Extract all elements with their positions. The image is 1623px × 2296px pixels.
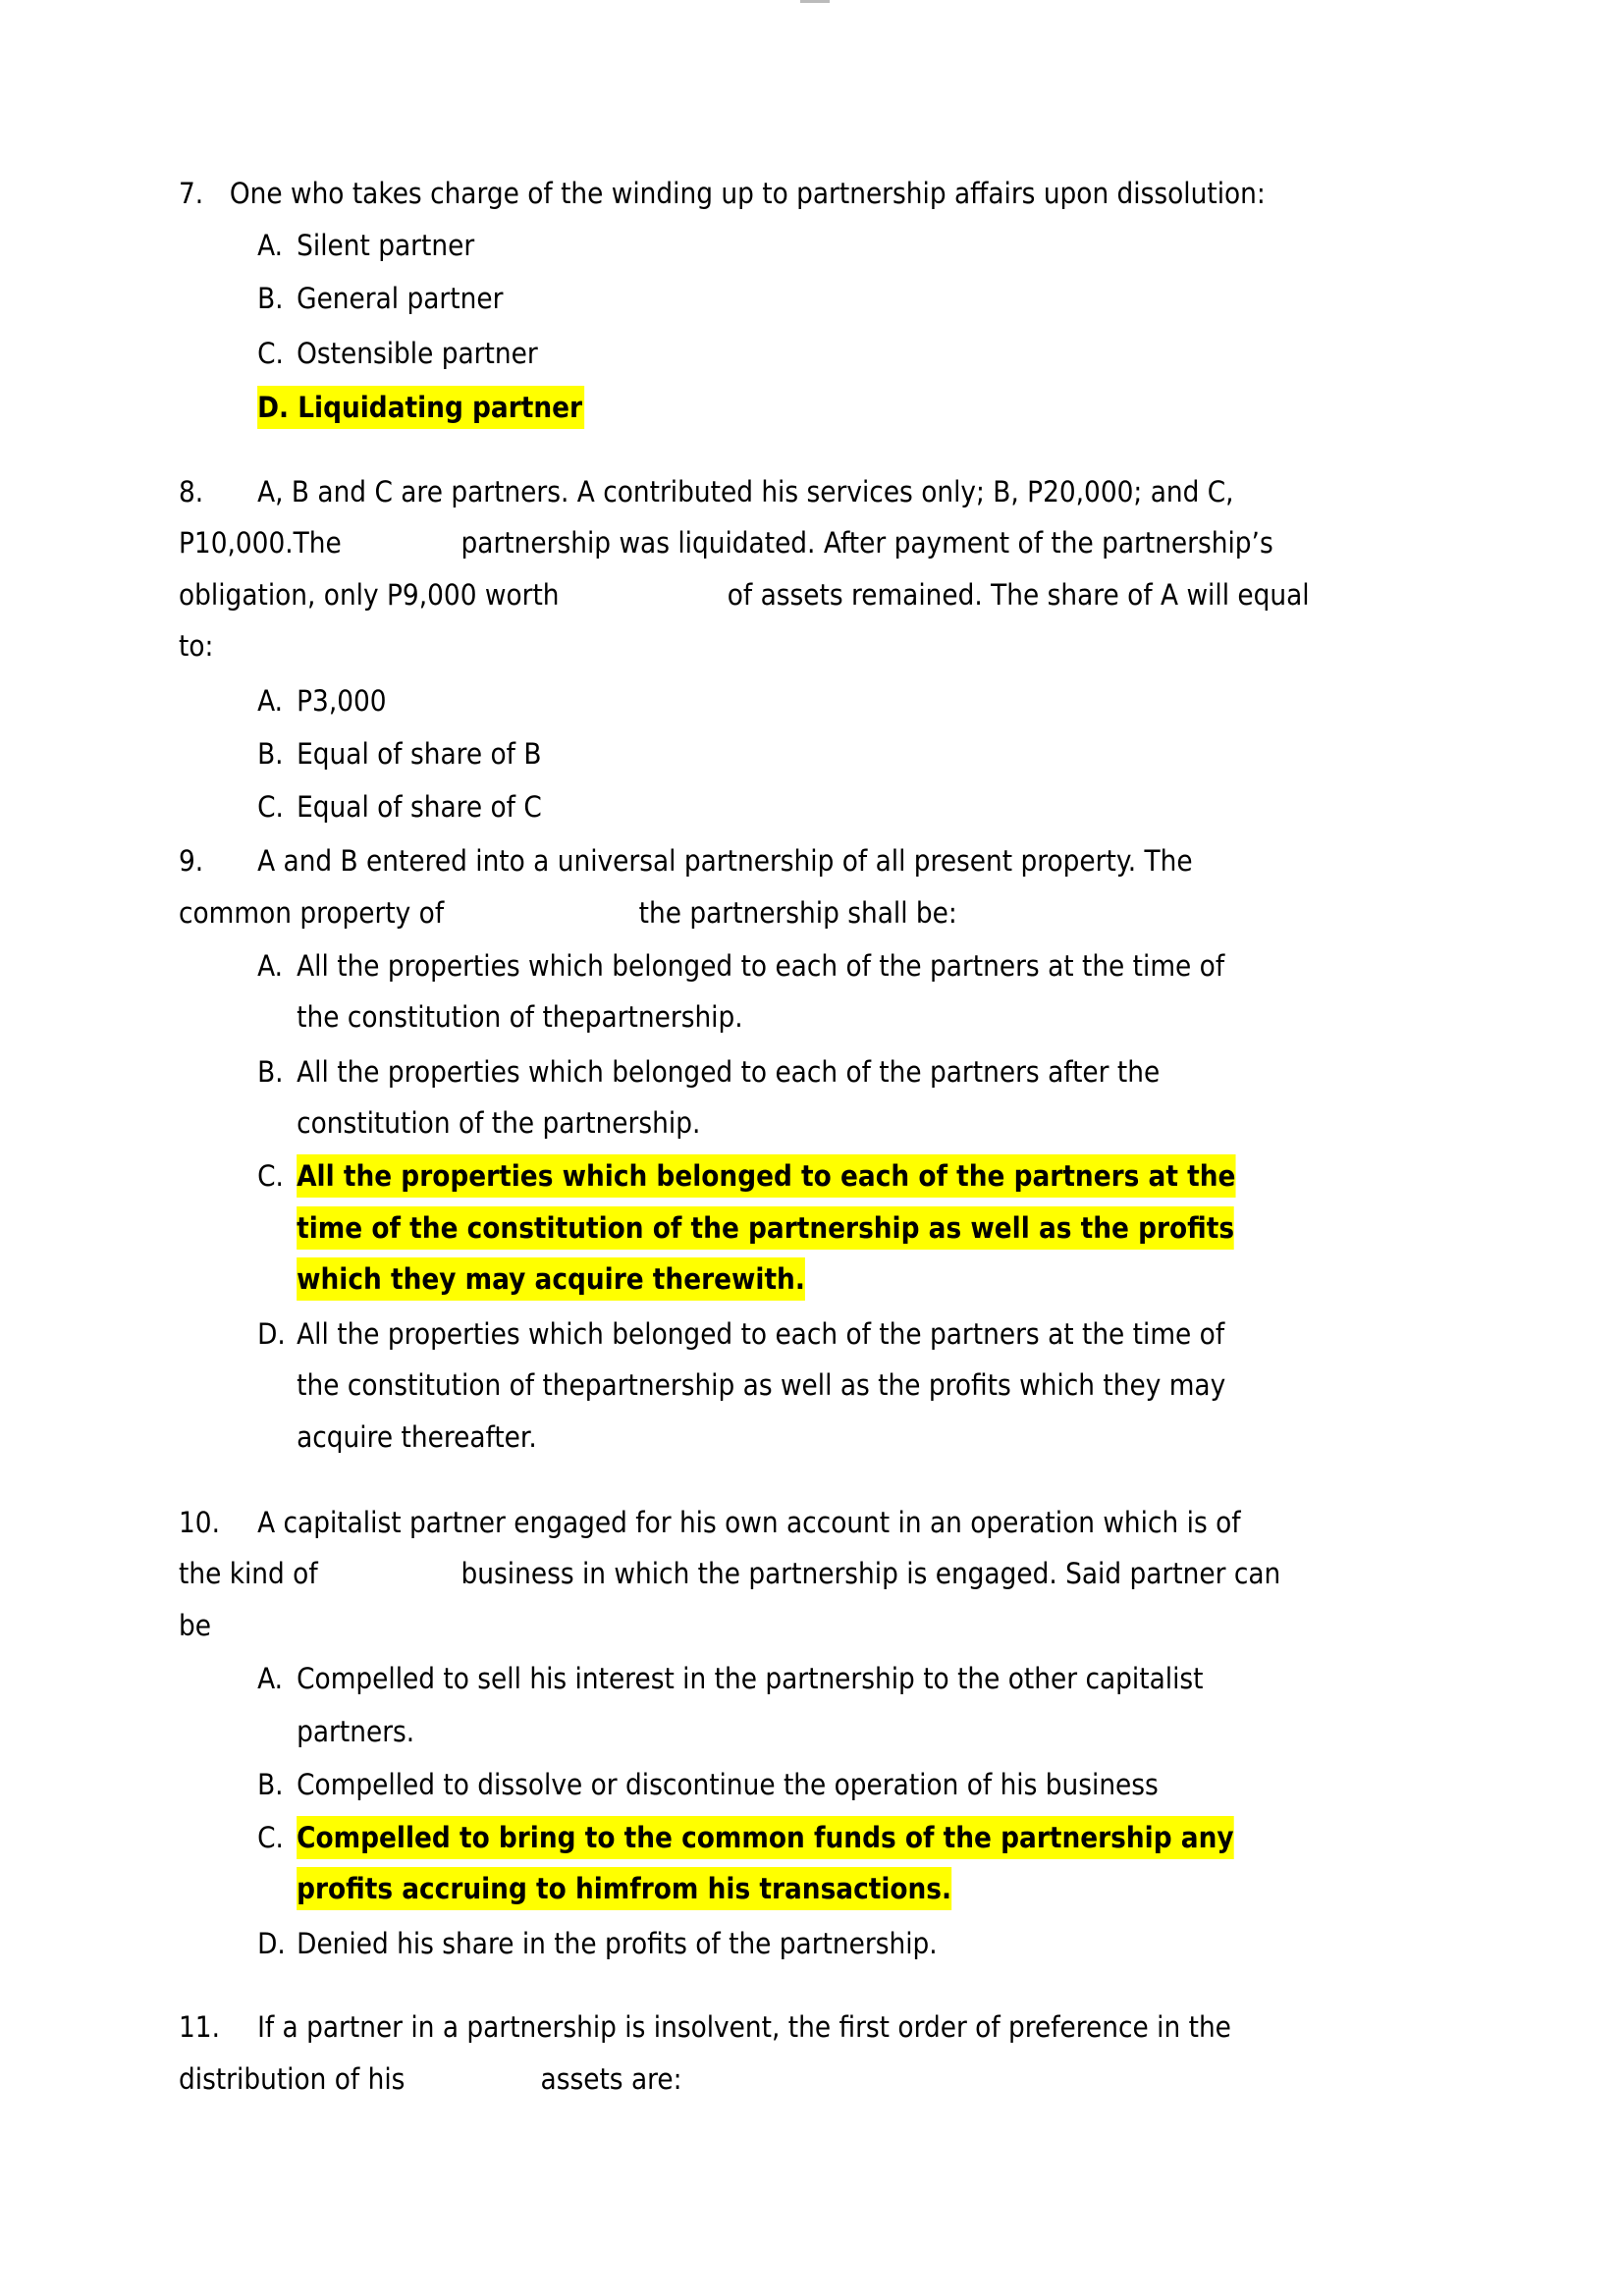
option-letter: C. xyxy=(257,337,284,370)
question-text: A, B and C are partners. A contributed his services only; B, P20,000; and C, xyxy=(257,475,1234,508)
option-a xyxy=(0,1657,1477,1700)
question-text: If a partner in a partnership is insolvent, the first order of preference in the xyxy=(257,2010,1231,2044)
option-text: which they may acquire therewith. xyxy=(297,1257,805,1301)
option-letter: C. xyxy=(257,790,284,824)
option-text: P3,000 xyxy=(297,684,387,718)
option-letter: A. xyxy=(257,949,284,983)
option-b xyxy=(0,1763,1477,1806)
option-letter: B. xyxy=(257,1768,284,1801)
option-b xyxy=(0,732,1477,775)
option-text: Compelled to sell his interest in the partnership to the other capitalist xyxy=(297,1662,1204,1695)
option-letter: C. xyxy=(257,1159,284,1193)
option-a xyxy=(0,944,1477,988)
option-letter: B. xyxy=(257,282,284,315)
option-text: All the properties which belonged to each of the partners after the xyxy=(297,1055,1161,1089)
question-text: be xyxy=(179,1609,211,1642)
option-letter: D. xyxy=(257,1927,286,1960)
question-text: the partnership shall be: xyxy=(638,896,957,930)
option-c xyxy=(0,785,1477,828)
question-text: A and B entered into a universal partnership of all present property. The xyxy=(257,844,1193,878)
question-text: of assets remained. The share of A will equal xyxy=(727,578,1310,612)
option-text: Compelled to dissolve or discontinue the operation of his business xyxy=(297,1768,1159,1801)
option-letter: A. xyxy=(257,1662,284,1695)
question-text: One who takes charge of the winding up to partnership affairs upon dissolution: xyxy=(229,177,1266,210)
option-text: the constitution of thepartnership as well as the profits which they may xyxy=(297,1368,1226,1402)
question-text: business in which the partnership is engaged. Said partner can xyxy=(460,1557,1281,1590)
question-text: to: xyxy=(179,629,214,663)
option-c xyxy=(0,332,1477,375)
question-text: common property of xyxy=(179,896,445,930)
option-letter: C. xyxy=(257,1821,284,1854)
question-number: 8. xyxy=(179,475,204,508)
option-b xyxy=(0,277,1477,320)
question-text: distribution of his xyxy=(179,2062,406,2096)
option-letter: D. xyxy=(257,391,290,424)
option-text: Ostensible partner xyxy=(297,337,538,370)
option-text: Equal of share of B xyxy=(297,737,542,771)
option-text: Denied his share in the profits of the partnership. xyxy=(297,1927,938,1960)
option-letter: B. xyxy=(257,1055,284,1089)
option-text: Liquidating partner xyxy=(298,391,583,424)
option-text: time of the constitution of the partnership as well as the profits xyxy=(297,1206,1234,1250)
option-text: Silent partner xyxy=(297,229,475,262)
option-text: All the properties which belonged to each of the partners at the time of xyxy=(297,949,1225,983)
option-d-answer xyxy=(0,386,1477,429)
header-mark xyxy=(800,0,830,3)
question-number: 10. xyxy=(179,1506,220,1539)
option-text: profits accruing to himfrom his transactions. xyxy=(297,1867,951,1910)
option-text: Equal of share of C xyxy=(297,790,542,824)
option-letter: B. xyxy=(257,737,284,771)
question-text: obligation, only P9,000 worth xyxy=(179,578,560,612)
option-text: General partner xyxy=(297,282,504,315)
question-text: the kind of xyxy=(179,1557,318,1590)
question-text: partnership was liquidated. After payment of the partnership’s xyxy=(460,526,1273,560)
option-text: All the properties which belonged to each of the partners at the time of xyxy=(297,1317,1225,1351)
option-text: All the properties which belonged to each of the partners at the xyxy=(297,1154,1235,1198)
question-text: A capitalist partner engaged for his own account in an operation which is of xyxy=(257,1506,1241,1539)
question-text: P10,000.The xyxy=(179,526,342,560)
option-text: constitution of the partnership. xyxy=(297,1106,701,1140)
option-c-answer xyxy=(0,1816,1477,1859)
option-text: acquire thereafter. xyxy=(297,1420,537,1454)
option-letter: D. xyxy=(257,1317,286,1351)
option-c-answer xyxy=(0,1154,1477,1198)
option-letter: A. xyxy=(257,229,284,262)
option-text: the constitution of thepartnership. xyxy=(297,1000,743,1034)
question-text: assets are: xyxy=(540,2062,682,2096)
option-a xyxy=(0,224,1477,267)
option-d xyxy=(0,1922,1477,1965)
option-letter: A. xyxy=(257,684,284,718)
option-text: partners. xyxy=(297,1715,415,1748)
option-text: Compelled to bring to the common funds of the partnership any xyxy=(297,1816,1233,1859)
option-d xyxy=(0,1312,1477,1356)
question-number: 7. xyxy=(179,177,204,210)
question-number: 9. xyxy=(179,844,204,878)
option-b xyxy=(0,1050,1477,1094)
question-number: 11. xyxy=(179,2010,220,2044)
option-a xyxy=(0,679,1477,722)
